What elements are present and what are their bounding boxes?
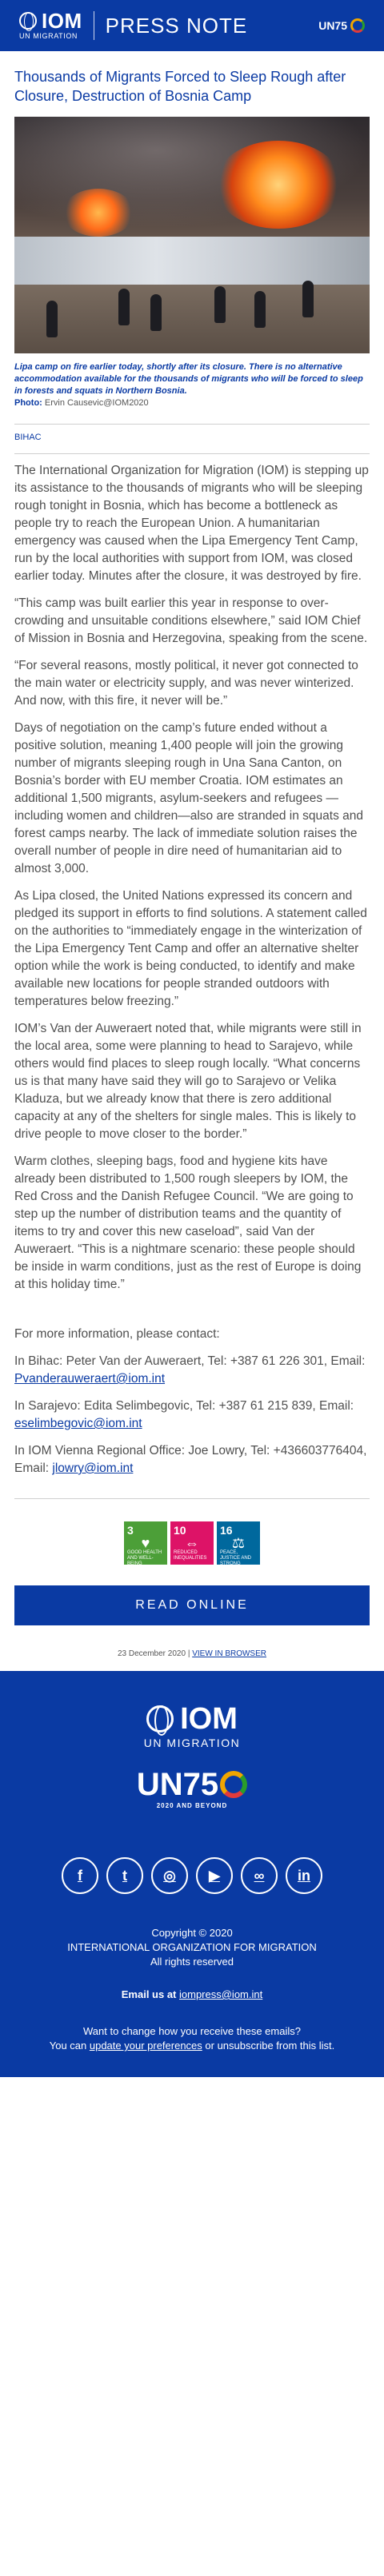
article-body	[14, 462, 370, 1294]
footer-logo-text: IOM	[180, 1702, 238, 1736]
globe-icon	[146, 1705, 174, 1733]
globe-icon	[19, 12, 37, 30]
hero-image	[14, 117, 370, 353]
contact-sarajevo-email-link[interactable]: eselimbegovic@iom.int	[14, 1417, 142, 1430]
facebook-icon[interactable]: f	[62, 1857, 98, 1894]
justice-icon: ⚖	[231, 1535, 246, 1551]
health-icon: ♥	[141, 1535, 150, 1551]
update-preferences-link[interactable]: update your preferences	[89, 2040, 202, 2052]
contacts-section	[14, 1326, 370, 1477]
contact-vienna-email-link[interactable]: jlowry@iom.int	[52, 1461, 134, 1475]
article-paragraph: “For several reasons, mostly political, it never got connected to the main water or electricity supply, and was never winterized. And now, with this fire, it never will be.”	[14, 659, 358, 708]
person-figure	[254, 291, 266, 328]
article-paragraph: The International Organization for Migration (IOM) is stepping up its assistance to the thousands of migrants who will be sleeping rough tonight in Bosnia, which has become a bottleneck as people try to reach the European Union. A humanitarian emergency was caused when the Lipa Emergency Tent Camp, run by the local authorities with support from IOM, was closed earlier today. Minutes after the closure, it was destroyed by fire.	[14, 464, 369, 583]
fire-shape	[214, 141, 342, 229]
contact-sarajevo	[14, 1398, 370, 1433]
divider	[14, 424, 370, 425]
sdg-badge-16[interactable]	[217, 1521, 260, 1572]
divider	[14, 453, 370, 454]
person-figure	[118, 289, 130, 325]
sdg-number: 10	[174, 1524, 186, 1537]
twitter-icon[interactable]: t	[106, 1857, 143, 1894]
press-note-title: PRESS NOTE	[105, 13, 248, 38]
sdg-number: 16	[220, 1524, 233, 1537]
you-can-text: You can	[49, 2040, 90, 2052]
un75-logo[interactable]	[318, 18, 365, 33]
contact-bihac-text: In Bihac: Peter Van der Auweraert, Tel: +387 61 226 301, Email:	[14, 1354, 366, 1368]
sdg-number: 3	[127, 1524, 134, 1537]
date-line	[14, 1649, 370, 1658]
sdg-label: PEACE, JUSTICE AND STRONG INSTITUTIONS	[220, 1550, 254, 1572]
un75-ring-icon	[220, 1771, 247, 1798]
iom-logo	[19, 11, 82, 40]
contact-vienna	[14, 1442, 370, 1477]
contact-bihac-email-link[interactable]: Pvanderauweraert@iom.int	[14, 1372, 166, 1386]
email-us	[14, 1988, 370, 2000]
person-figure	[302, 281, 314, 317]
caption-text: Lipa camp on fire earlier today, shortly after its closure. There is no alternative accommodation available for the thousands of migrants who will be forced to sleep in forests and squats in Northern Bosnia.	[14, 362, 363, 396]
rights: All rights reserved	[150, 1956, 234, 1968]
youtube-icon[interactable]: ▶	[196, 1857, 233, 1894]
article-headline: Thousands of Migrants Forced to Sleep Rough after Closure, Destruction of Bosnia Camp	[14, 69, 346, 104]
instagram-icon[interactable]: ◎	[151, 1857, 188, 1894]
sdg-badge-10[interactable]	[170, 1521, 214, 1565]
fire-shape	[62, 189, 134, 237]
linkedin-icon[interactable]: in	[286, 1857, 322, 1894]
view-in-browser-link[interactable]: VIEW IN BROWSER	[192, 1649, 266, 1658]
footer-iom-logo[interactable]	[14, 1703, 370, 1749]
contact-sarajevo-text: In Sarajevo: Edita Selimbegovic, Tel: +387 61 215 839, Email:	[14, 1399, 354, 1413]
org-name: INTERNATIONAL ORGANIZATION FOR MIGRATION	[67, 1941, 317, 1953]
footer-un75-subtext: 2020 AND BEYOND	[156, 1802, 228, 1809]
change-prefs-question: Want to change how you receive these emails?	[83, 2025, 301, 2037]
publish-date: 23 December 2020 |	[117, 1649, 193, 1658]
article-paragraph: Days of negotiation on the camp’s future ended without a positive solution, meaning 1,400 people will join the growing number of migrants sleeping rough in Una Sana Canton, on Bosnia’s border with EU member Croatia. IOM estimates an additional 1,500 migrants, asylum-seekers and refugees —including women and children—also are stranded in squats and forest camps nearby. The lack of immediate solution raises the overall number of people in dire need of humanitarian aid to almost 3,000.	[14, 721, 363, 875]
article-paragraph: As Lipa closed, the United Nations expressed its concern and pledged its support in efforts to find solutions. A statement called on the authorities to “immediately engage in the winterization of the Lipa Emergency Tent Camp and offer an alternative shelter option while the work is being conducted, to identify and make available new locations for people stranded outdoors with temperatures below freezing.”	[14, 889, 367, 1008]
article-paragraph: “This camp was built earlier this year in response to over-crowding and unsuitable conditions elsewhere,” said IOM Chief of Mission in Bosnia and Herzegovina, speaking from the scene.	[14, 596, 368, 645]
logo-subtext: UN MIGRATION	[19, 32, 78, 40]
un75-text: UN75	[318, 19, 347, 32]
sdg-badges	[14, 1521, 370, 1572]
main-content	[0, 67, 384, 1658]
footer-logo-subtext: UN MIGRATION	[143, 1737, 241, 1749]
camp-containers-shape	[14, 237, 370, 285]
image-caption	[14, 361, 370, 409]
footer-un75-logo[interactable]	[14, 1749, 370, 1809]
divider	[14, 1498, 370, 1499]
person-figure	[150, 294, 162, 331]
person-figure	[214, 286, 226, 323]
sdg-label: REDUCED INEQUALITIES	[174, 1550, 207, 1561]
link-icon[interactable]: ∞	[241, 1857, 278, 1894]
caption-credit: Ervin Causevic@IOM2020	[44, 398, 149, 408]
header-bar	[0, 0, 384, 51]
social-links	[14, 1857, 370, 1894]
email-label: Email us at	[121, 1988, 179, 2000]
logo-text: IOM	[42, 9, 82, 33]
iom-brand[interactable]	[19, 11, 247, 40]
footer-un75-text: UN75	[136, 1767, 219, 1802]
unsubscribe-text: or unsubscribe from this list.	[202, 2040, 335, 2052]
sdg-label: GOOD HEALTH AND WELL-BEING	[127, 1550, 162, 1566]
un75-ring-icon	[350, 18, 365, 33]
change-prefs-line	[14, 2039, 370, 2053]
caption-credit-label: Photo:	[14, 398, 42, 408]
contact-vienna-text: In IOM Vienna Regional Office: Joe Lowry, Tel: +436603776404, Email:	[14, 1444, 367, 1475]
footer	[0, 1671, 384, 2077]
ground-shape	[14, 285, 370, 353]
dateline-location: BIHAC	[14, 433, 42, 442]
press-email-link[interactable]: iompress@iom.int	[179, 1988, 263, 2000]
sdg-badge-3[interactable]	[124, 1521, 167, 1565]
contact-bihac	[14, 1353, 370, 1388]
article-paragraph: IOM’s Van der Auweraert noted that, while migrants were still in the local area, some were planning to head to Sarajevo, while others would find places to sleep rough locally. “What concerns us is that many have said they will go to Sarajevo or Velika Kladuza, but we already know that there is zero additional capacity at any of the shelters for single males. This is likely to drive people to move closer to the border.”	[14, 1022, 362, 1141]
copyright: Copyright © 2020	[151, 1927, 233, 1939]
read-online-button[interactable]: READ ONLINE	[14, 1585, 370, 1625]
contacts-intro: For more information, please contact:	[14, 1327, 220, 1341]
person-figure	[46, 301, 58, 337]
article-paragraph: Warm clothes, sleeping bags, food and hygiene kits have already been distributed to 1,500 rough sleepers by IOM, the Red Cross and the Danish Refugee Council. “We are going to step up the number of distribution teams and the quantity of items to try and cover this new caseload”, said Van der Auweraert. “This is a nightmare scenario: these people should be inside in warm conditions, just as the rest of Europe is doing at this holiday time.”	[14, 1154, 362, 1291]
inequality-icon: ⇔	[185, 1535, 199, 1551]
